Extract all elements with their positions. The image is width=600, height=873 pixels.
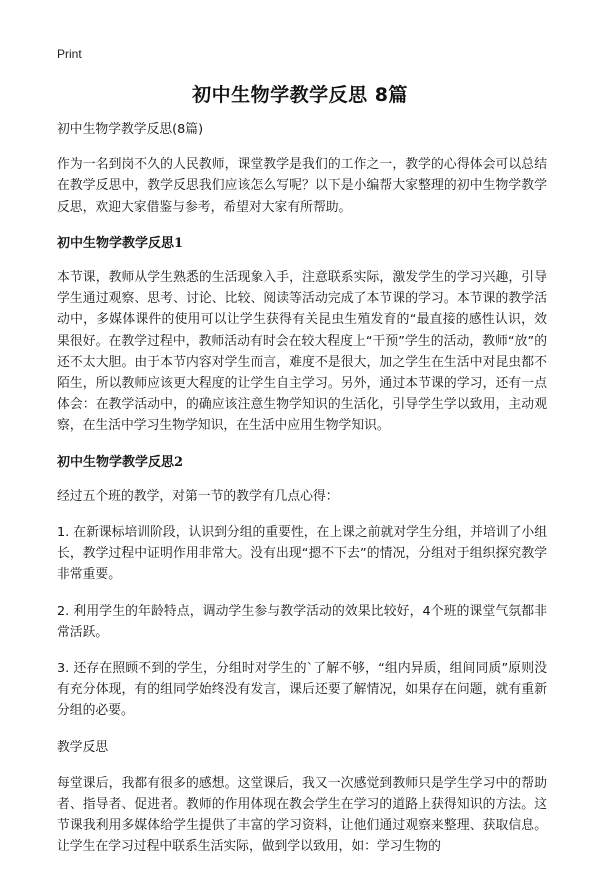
document-body [57,119,547,873]
section-2-point-2: 2. 利用学生的年龄特点，调动学生参与教学活动的效果比较好，4个班的课堂气氛都非常活跃。 [57,603,547,640]
teaching-reflection-label: 教学反思 [57,739,109,755]
section-2-point-1: 1. 在新课标培训阶段，认识到分组的重要性，在上课之前就对学生分组，并培训了小组长，教学过程中证明作用非常大。没有出现“摁不下去”的情况，分组对于组织探究教学非常重要。 [57,525,547,583]
print-label[interactable]: Print [57,47,82,61]
section-2-paragraph-final: 每堂课后，我都有很多的感想。这堂课后，我又一次感觉到教师只是学生学习中的帮助者、指导者、促进者。教师的作用体现在教会学生在学习的道路上获得知识的方法。这节课我利用多媒体给学生提供了丰富的学习资料，让他们通过观察来整理、获取信息。让学生在学习过程中联系生活实际，做到学以致用，如：学习生物的 [57,775,547,855]
section-heading-1: 初中生物学教学反思1 [57,235,184,251]
section-2-point-3: 3. 还存在照顾不到的学生，分组时对学生的`了解不够，“组内异质，组间同质”原则没有充分体现，有的组同学始终没有发言，课后还要了解情况，如果存在问题，就有重新分组的必要。 [57,661,547,719]
document-title: 初中生物学教学反思 8篇 [192,84,408,106]
intro-paragraph: 作为一名到岗不久的人民教师，课堂教学是我们的工作之一，教学的心得体会可以总结在教学反思中，教学反思我们应该怎么写呢？以下是小编帮大家整理的初中生物学教学反思，欢迎大家借鉴与参考，希望对大家有所帮助。 [57,157,547,215]
section-2-paragraph-1: 经过五个班的教学，对第一节的教学有几点心得： [57,488,339,504]
section-1-paragraph-1: 本节课，教师从学生熟悉的生活现象入手，注意联系实际，激发学生的学习兴趣，引导学生通过观察、思考、讨论、比较、阅读等活动完成了本节课的学习。本节课的教学活动中，多媒体课件的使用可以让学生获得有关昆虫生殖发育的“最直接的感性认识，效果很好。在教学过程中，教师活动有时会在较大程度上“干预”学生的活动，教师“放”的还不太大胆。由于本节内容对学生而言，难度不是很大，加之学生在生活中对昆虫都不陌生，所以教师应该更大程度的让学生自主学习。另外，通过本节课的学习，还有一点体会：在教学活动中，的确应该注意生物学知识的生活化，引导学生学以致用，主动观察，在生活中学习生物学知识，在生活中应用生物学知识。 [57,270,547,434]
document-subtitle: 初中生物学教学反思(8篇) [57,122,204,137]
section-heading-2: 初中生物学教学反思2 [57,454,184,470]
